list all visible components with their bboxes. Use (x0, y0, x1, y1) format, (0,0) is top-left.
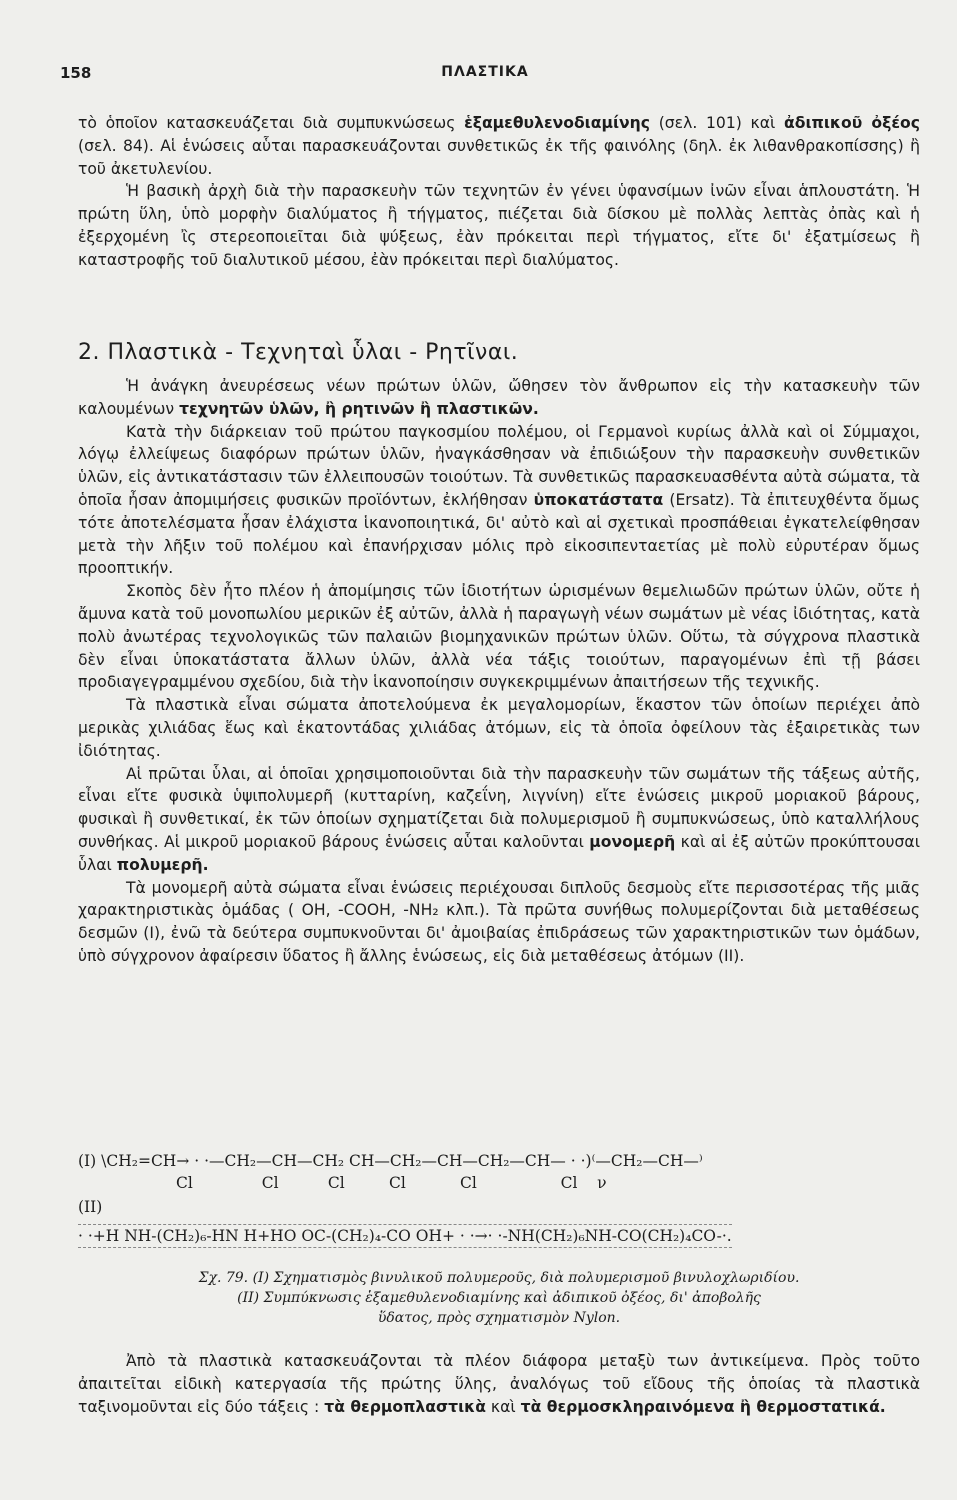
caption-line-3: ὕδατος, πρὸς σχηματισμὸν Nylon. (377, 1310, 621, 1326)
paragraph-intro: τὸ ὁποῖον κατασκευάζεται διὰ συμπυκνώσεως ἑξαμεθυλενοδιαμίνης (σελ. 101) καὶ ἀδιπικοῦ ὀξέος (σελ. 84). Αἱ ἑνώσεις αὗται παρασκευάζονται συνθετικῶς ἐκ τῆς φαινόλης (δηλ. ἐκ λιθανθρακοπίσσης) ἢ τοῦ ἀκετυλενίου. (78, 114, 920, 178)
paragraph-basic-principle: Ἡ βασικὴ ἀρχὴ διὰ τὴν παρασκευὴν τῶν τεχνητῶν ἐν γένει ὑφανσίμων ἰνῶν εἶναι ἁπλουστάτη. Ἡ πρώτη ὕλη, ὑπὸ μορφὴν διαλύματος ἢ τήγματος, πιέζεται διὰ δίσκου μὲ πολλὰς λεπτὰς ὀπὰς καὶ ἡ ἐξερχομένη ἲς στερεοποιεῖται διὰ ψύξεως, ἐὰν πρόκειται περὶ τήγματος, εἴτε δι' ἐξατμίσεως ἢ καταστροφῆς τοῦ διαλυτικοῦ μέσου, ἐὰν πρόκειται περὶ διαλύματος. (78, 182, 920, 269)
page-header (60, 64, 910, 88)
section-block (78, 340, 920, 968)
formula-line-2: · ·+H NH-(CH₂)₆-HN H+HO OC-(CH₂)₄-CO OH+ · ·→· ·-NH(CH₂)₆NH-CO(CH₂)₄CO-·. (78, 1224, 732, 1248)
paragraph-monomers: Τὰ μονομερῆ αὐτὰ σώματα εἶναι ἑνώσεις περιέχουσαι διπλοῦς δεσμοὺς εἴτε περισσοτέρας τῆς μιᾶς χαρακτηριστικὰς ὁμάδας ( OH, -COOH, -NH₂ κλπ.). Τὰ πρῶτα συνήθως πολυμερίζονται διὰ μεταθέσεως δεσμῶν (I), ἐνῶ τὰ δεύτερα συμπυκνοῦνται δι' ἀμοιβαίας ἐπιδράσεως τῶν χαρακτηριστικῶν των ὁμάδων, ὑπὸ σύγχρονον ἀφαίρεσιν ὕδατος ἢ ἄλλης ἑνώσεως, εἰς διὰ μεταθέσεως ἀτόμων (II). (78, 878, 920, 965)
formula-line-1: (I) \CH₂=CH→ · ·—CH₂—CH—CH₂ CH—CH₂—CH—CH₂—CH— · ·)⁽—CH₂—CH—⁾ (78, 1152, 703, 1170)
paragraph-purpose: Σκοπὸς δὲν ἦτο πλέον ἡ ἀπομίμησις τῶν ἰδιοτήτων ὡρισμένων θεμελιωδῶν πρώτων ὑλῶν, οὔτε ἡ ἄμυνα κατὰ τοῦ μονοπωλίου μερικῶν ἐξ αὐτῶν, ἀλλὰ ἡ παραγωγὴ νέων σωμάτων μὲ νέας ἰδιότητας, κατὰ πολὺ ἀνωτέρας τεχνολογικῶς τῶν παλαιῶν βιομηχανικῶν πρώτων ὑλῶν. Οὕτω, τὰ σύγχρονα πλαστικὰ δὲν εἶναι ὑποκατάστατα ἄλλων ὑλῶν, ἀλλὰ νέα τάξις τοιούτων, παραγομένων ἐπὶ τῇ βάσει προδιαγεγραμμένου σχεδίου, διὰ τὴν ἱκανοποίησιν συγκεκριμμένων ἀπαιτήσεων τῆς τεχνικῆς. (78, 582, 920, 692)
paragraph-need: Ἡ ἀνάγκη ἀνευρέσεως νέων πρώτων ὑλῶν, ὤθησεν τὸν ἄνθρωπον εἰς τὴν κατασκευὴν τῶν καλουμένων τεχνητῶν ὑλῶν, ἢ ρητινῶν ἢ πλαστικῶν. (78, 377, 920, 418)
formula-line-1-substituents: Cl Cl Cl Cl Cl Cl ν (176, 1174, 607, 1192)
paragraph-war: Κατὰ τὴν διάρκειαν τοῦ πρώτου παγκοσμίου πολέμου, οἱ Γερμανοὶ κυρίως ἀλλὰ καὶ οἱ Σύμμαχοι, λόγῳ ἐλλείψεως διαφόρων πρώτων ὑλῶν, ἠναγκάσθησαν νὰ ἐπιδιώξουν τὴν παρασκευὴν συνθετικῶν ὑλῶν, εἰς ἀντικατάστασιν τῶν ἐλλειπουσῶν τοιούτων. Τὰ συνθετικῶς παρασκευασθέντα αὐτὰ σώματα, τὰ ὁποῖα ἦσαν ἀπομιμήσεις φυσικῶν προϊόντων, ἐκλήθησαν ὑποκατάστατα (Ersatz). Τὰ ἐπιτευχθέντα ὅμως τότε ἀποτελέσματα ἦσαν ἐλάχιστα ἱκανοποιητικά, δι' αὐτὸ καὶ αἱ σχετικαὶ προσπάθειαι ἐγκατελείφθησαν μετὰ τὴν λῆξιν τοῦ πολέμου καὶ ἐπανήρχισαν μόλις πρὸ εἰκοσιπενταετίας μὲ πολὺ εὐρυτέραν ὅμως προοπτικήν. (78, 422, 920, 578)
section-heading: 2. Πλαστικὰ - Τεχνηταὶ ὗλαι - Ρητῖναι. (78, 340, 519, 365)
paragraph-classification: Ἀπὸ τὰ πλαστικὰ κατασκευάζονται τὰ πλέον διάφορα μεταξὺ των ἀντικείμενα. Πρὸς τοῦτο ἀπαιτεῖται εἰδικὴ κατεργασία τῆς πρώτης ὕλης, ἀναλόγως τοῦ εἴδους τῆς ὁποίας τὰ πλαστικὰ ταξινομοῦνται εἰς δύο τάξεις : τὰ θερμοπλαστικὰ καὶ τὰ θερμοσκληραινόμενα ἢ θερμοστατικά. (78, 1352, 920, 1416)
paragraph-raw-materials: Αἱ πρῶται ὗλαι, αἱ ὁποῖαι χρησιμοποιοῦνται διὰ τὴν παρασκευὴν τῶν σωμάτων τῆς τάξεως αὐτῆς, εἶναι εἴτε φυσικὰ ὑψιπολυμερῆ (κυτταρίνη, καζεΐνη, λιγνίνη) εἴτε ἑνώσεις μικροῦ μοριακοῦ βάρους, φυσικαὶ ἢ συνθετικαί, ἐκ τῶν ὁποίων σχηματίζεται διὰ πολυμερισμοῦ ἢ συμπυκνώσεως, ὑπὸ καταλλήλους συνθήκας. Αἱ μικροῦ μοριακοῦ βάρους ἑνώσεις αὗται καλοῦνται μονομερῆ καὶ αἱ ἐξ αὐτῶν προκύπτουσαι ὗλαι πολυμερῆ. (78, 764, 920, 874)
caption-line-1: Σχ. 79. (I) Σχηματισμὸς βινυλικοῦ πολυμεροῦς, διὰ πολυμερισμοῦ βινυλοχλωριδίου. (198, 1270, 800, 1286)
paragraph-macromolecules: Τὰ πλαστικὰ εἶναι σώματα ἀποτελούμενα ἐκ μεγαλομορίων, ἕκαστον τῶν ὁποίων περιέχει ἀπὸ μερικὰς χιλιάδας ἕως καὶ ἑκατοντάδας χιλιάδας ἀτόμων, εἰς τὰ ὁποῖα ὀφείλουν τὰς ἐξαιρετικὰς των ἰδιότητας. (78, 696, 920, 760)
closing-block (78, 1350, 920, 1418)
page-number: 158 (60, 64, 92, 82)
figure-caption (78, 1268, 920, 1328)
reaction-formulas (78, 1152, 920, 1262)
formula-label-2: (II) (78, 1198, 103, 1216)
intro-block (78, 112, 920, 272)
caption-line-2: (II) Συμπύκνωσις ἑξαμεθυλενοδιαμίνης καὶ ἀδιπικοῦ ὀξέος, δι' ἀποβολῆς (237, 1290, 761, 1306)
running-title: ΠΛΑΣΤΙΚΑ (441, 64, 529, 80)
